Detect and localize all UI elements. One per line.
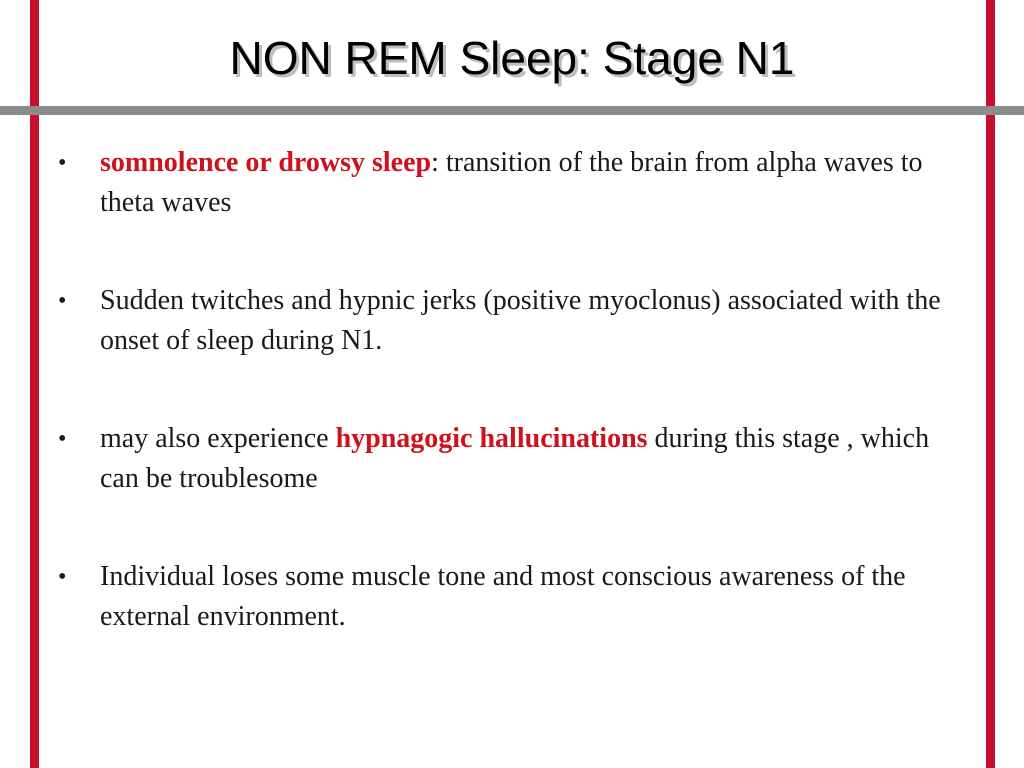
bullet-item: [58, 281, 958, 361]
bullet-highlight: hypnagogic hallucinations: [335, 423, 648, 454]
bullet-item: [58, 143, 958, 223]
bullet-text-before: may also experience: [100, 423, 336, 454]
left-red-border: [30, 0, 39, 768]
bullet-item: [58, 557, 958, 637]
right-red-border: [986, 0, 995, 768]
bullet-text: [100, 143, 958, 223]
bullet-dot: •: [58, 426, 67, 452]
bullet-item: [58, 419, 958, 499]
bullet-text-before: Individual loses some muscle tone and most conscious awareness of the external environment.: [100, 561, 906, 632]
bullet-text: [100, 419, 958, 499]
title-divider: [0, 106, 1024, 115]
bullet-dot: •: [58, 150, 67, 176]
bullet-list: [58, 143, 958, 695]
bullet-dot: •: [58, 288, 67, 314]
bullet-highlight: somnolence or drowsy sleep: [100, 147, 432, 178]
bullet-text: [100, 557, 958, 637]
bullet-text-after: : transition of the brain from alpha waves to theta waves: [100, 147, 923, 218]
bullet-text-before: Sudden twitches and hypnic jerks (positive myoclonus) associated with the onset of sleep during N1.: [100, 285, 941, 356]
slide-title: NON REM Sleep: Stage N1: [229, 32, 795, 84]
bullet-text: [100, 281, 958, 361]
bullet-dot: •: [58, 564, 67, 590]
bullet-text-after: during this stage , which can be troublesome: [100, 423, 930, 494]
